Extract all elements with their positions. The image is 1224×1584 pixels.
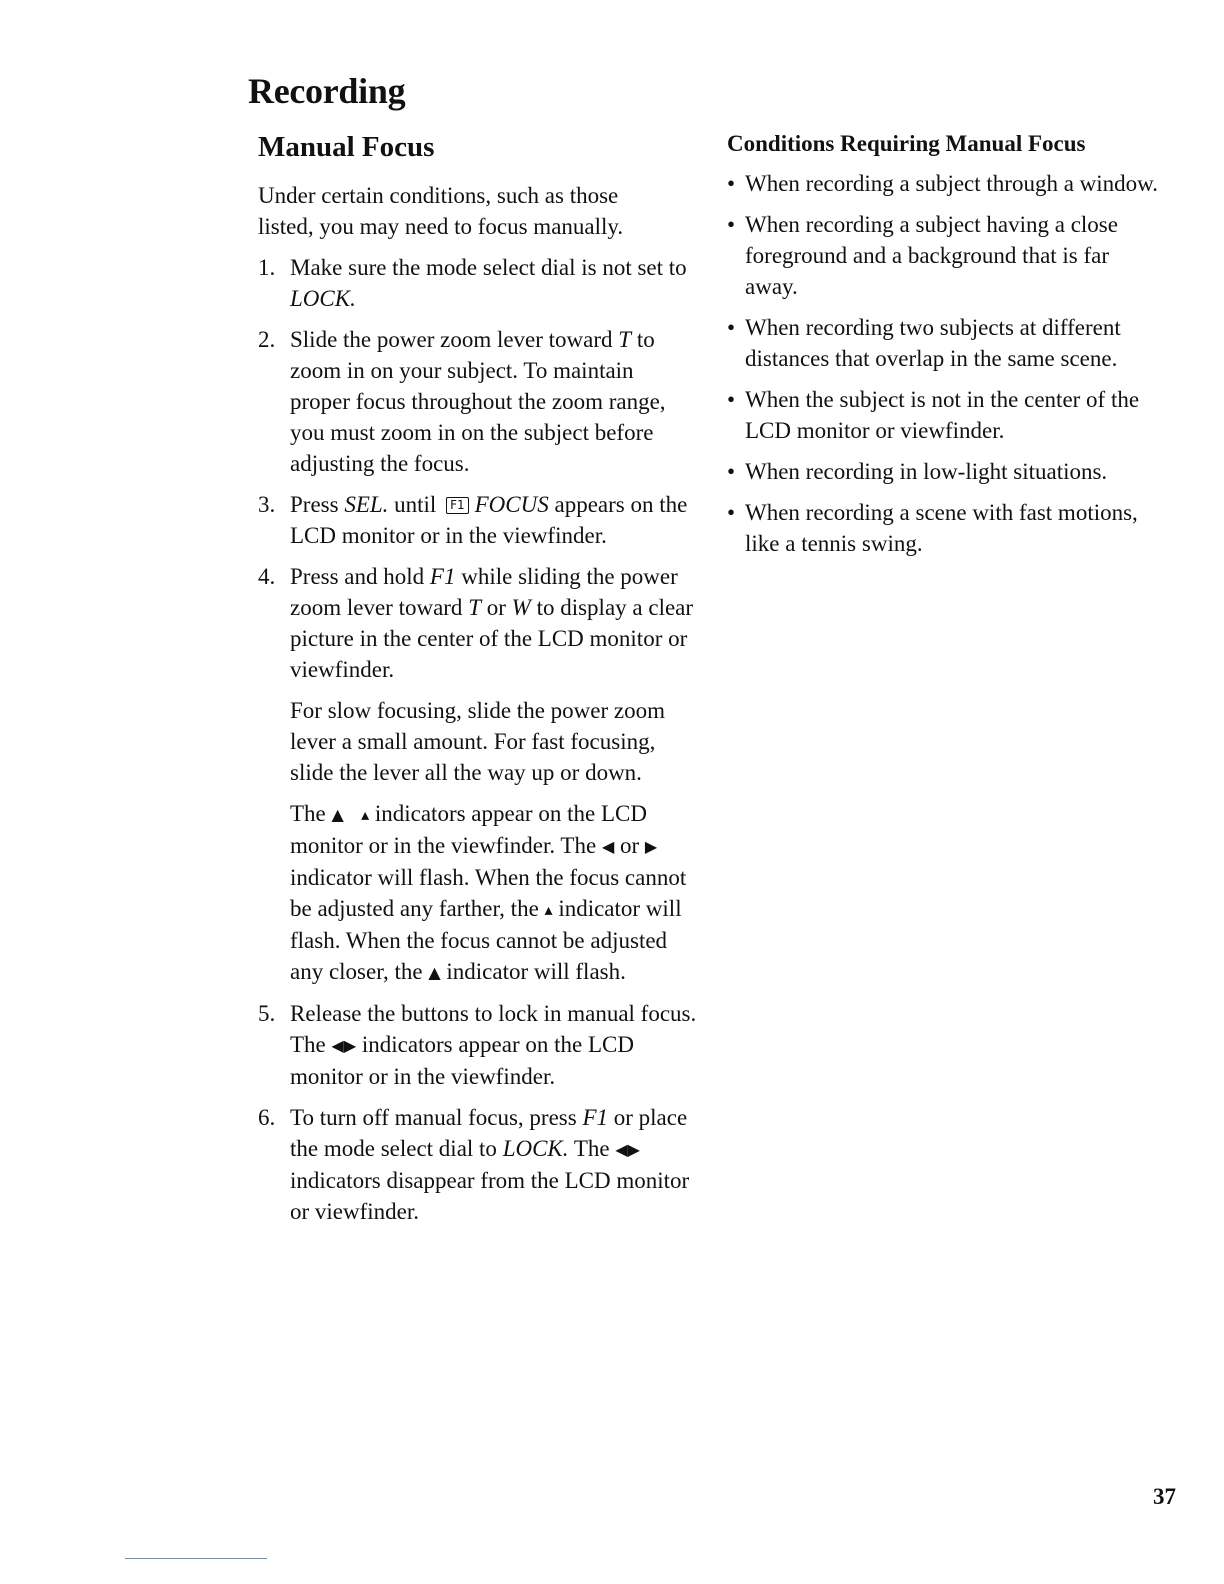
right-arrow-icon: ▶ — [644, 837, 658, 856]
step-text: Press and hold — [290, 564, 430, 589]
step-2 — [258, 324, 698, 479]
manual-focus-heading: Manual Focus — [258, 131, 435, 163]
condition-text: When recording a subject having a close foreground and a background that is far away. — [745, 212, 1118, 299]
condition-item — [727, 168, 1167, 199]
condition-item — [727, 497, 1167, 559]
far-indicator-icon: ▴ — [361, 805, 370, 824]
keyword-focus: FOCUS — [474, 492, 549, 517]
bullet-icon: • — [727, 315, 736, 340]
keyword-lock: LOCK. — [290, 286, 356, 311]
step-number: 4. — [258, 564, 276, 589]
condition-item — [727, 456, 1167, 487]
step-text: or — [480, 595, 512, 620]
condition-text: When recording a subject through a window. — [745, 171, 1159, 196]
indicator-note-text: indicator will flash. When the focus cannot be adjusted any farther, the — [290, 865, 687, 921]
step-text: The — [568, 1136, 616, 1161]
indicator-note — [290, 798, 698, 988]
near-indicator-icon: ▲ — [428, 963, 441, 982]
keyword-f1: F1 — [429, 564, 456, 589]
step-text: Release the buttons to lock in manual focus. The — [290, 1001, 697, 1057]
keyword-w: W — [511, 595, 531, 620]
bullet-icon: • — [727, 212, 736, 237]
near-indicator-icon: ▲ — [331, 805, 344, 824]
keyword-lock: LOCK. — [502, 1136, 569, 1161]
far-indicator-icon: ▴ — [544, 900, 553, 919]
steps-list — [258, 252, 698, 1227]
condition-text: When recording a scene with fast motions, like a tennis swing. — [745, 500, 1138, 556]
focus-arrows-icon: ◀▶ — [331, 1036, 357, 1055]
step-text: indicators disappear from the LCD monitor or viewfinder. — [290, 1168, 690, 1224]
manual-focus-column — [258, 128, 698, 1237]
step-text: appears on the LCD monitor or in the viewfinder. — [290, 492, 688, 548]
keyword-t: T — [618, 327, 632, 352]
step-text: to display a clear picture in the center of the LCD monitor or viewfinder. — [290, 595, 694, 682]
keyword-f1: F1 — [582, 1105, 608, 1130]
condition-text: When the subject is not in the center of the LCD monitor or viewfinder. — [745, 387, 1140, 443]
f1-key-icon: F1 — [446, 497, 469, 514]
conditions-list — [727, 168, 1167, 559]
step-number: 1. — [258, 255, 276, 280]
keyword-t: T — [468, 595, 481, 620]
step-number: 5. — [258, 1001, 276, 1026]
step-text: indicators appear on the LCD monitor or in the viewfinder. — [290, 1032, 634, 1089]
bullet-icon: • — [727, 171, 736, 196]
slow-fast-focus-note: For slow focusing, slide the power zoom lever a small amount. For fast focusing, slide the lever all the way up or down. — [290, 698, 665, 785]
indicator-note-text: indicators appear on the LCD monitor or in the viewfinder. The — [290, 801, 647, 858]
step-3 — [258, 489, 698, 551]
step-text: to zoom in on your subject. To maintain proper focus throughout the zoom range, you must zoom in on the subject before adjusting the focus. — [290, 327, 666, 476]
condition-item — [727, 384, 1167, 446]
step-6 — [258, 1102, 698, 1227]
step-1 — [258, 252, 698, 314]
bullet-icon: • — [727, 500, 736, 525]
conditions-heading: Conditions Requiring Manual Focus — [727, 131, 1086, 156]
step-number: 6. — [258, 1105, 276, 1130]
condition-item — [727, 209, 1167, 302]
step-text: or place the mode select dial to — [290, 1105, 688, 1161]
step-number: 3. — [258, 492, 276, 517]
step-text: Make sure the mode select dial is not set to — [290, 255, 687, 280]
indicator-note-text: or — [614, 833, 645, 858]
indicator-note-text: indicator will flash. When the focus cannot be adjusted any closer, the — [290, 896, 682, 984]
condition-text: When recording two subjects at different distances that overlap in the same scene. — [745, 315, 1121, 371]
step-text: To turn off manual focus, press — [290, 1105, 583, 1130]
step-5 — [258, 998, 698, 1092]
bullet-icon: • — [727, 387, 736, 412]
conditions-column — [727, 128, 1167, 569]
keyword-sel: SEL. — [344, 492, 389, 517]
indicator-note-text: indicator will flash. — [440, 959, 626, 984]
bullet-icon: • — [727, 459, 736, 484]
intro-paragraph: Under certain conditions, such as those listed, you may need to focus manually. — [258, 183, 624, 239]
step-text: while sliding the power zoom lever toward — [290, 564, 678, 620]
section-title: Recording — [248, 71, 406, 111]
condition-item — [727, 312, 1167, 374]
step-text: Press — [290, 492, 345, 517]
footer-rule — [125, 1558, 267, 1559]
page-number: 37 — [1153, 1484, 1176, 1509]
condition-text: When recording in low-light situations. — [745, 459, 1108, 484]
step-4 — [258, 561, 698, 988]
indicator-note-text: The — [290, 801, 332, 826]
left-arrow-icon: ◀ — [601, 837, 615, 856]
step-text: until — [388, 492, 443, 517]
step-text: Slide the power zoom lever toward — [290, 327, 619, 352]
focus-arrows-icon: ◀▶ — [615, 1140, 640, 1159]
step-number: 2. — [258, 327, 276, 352]
